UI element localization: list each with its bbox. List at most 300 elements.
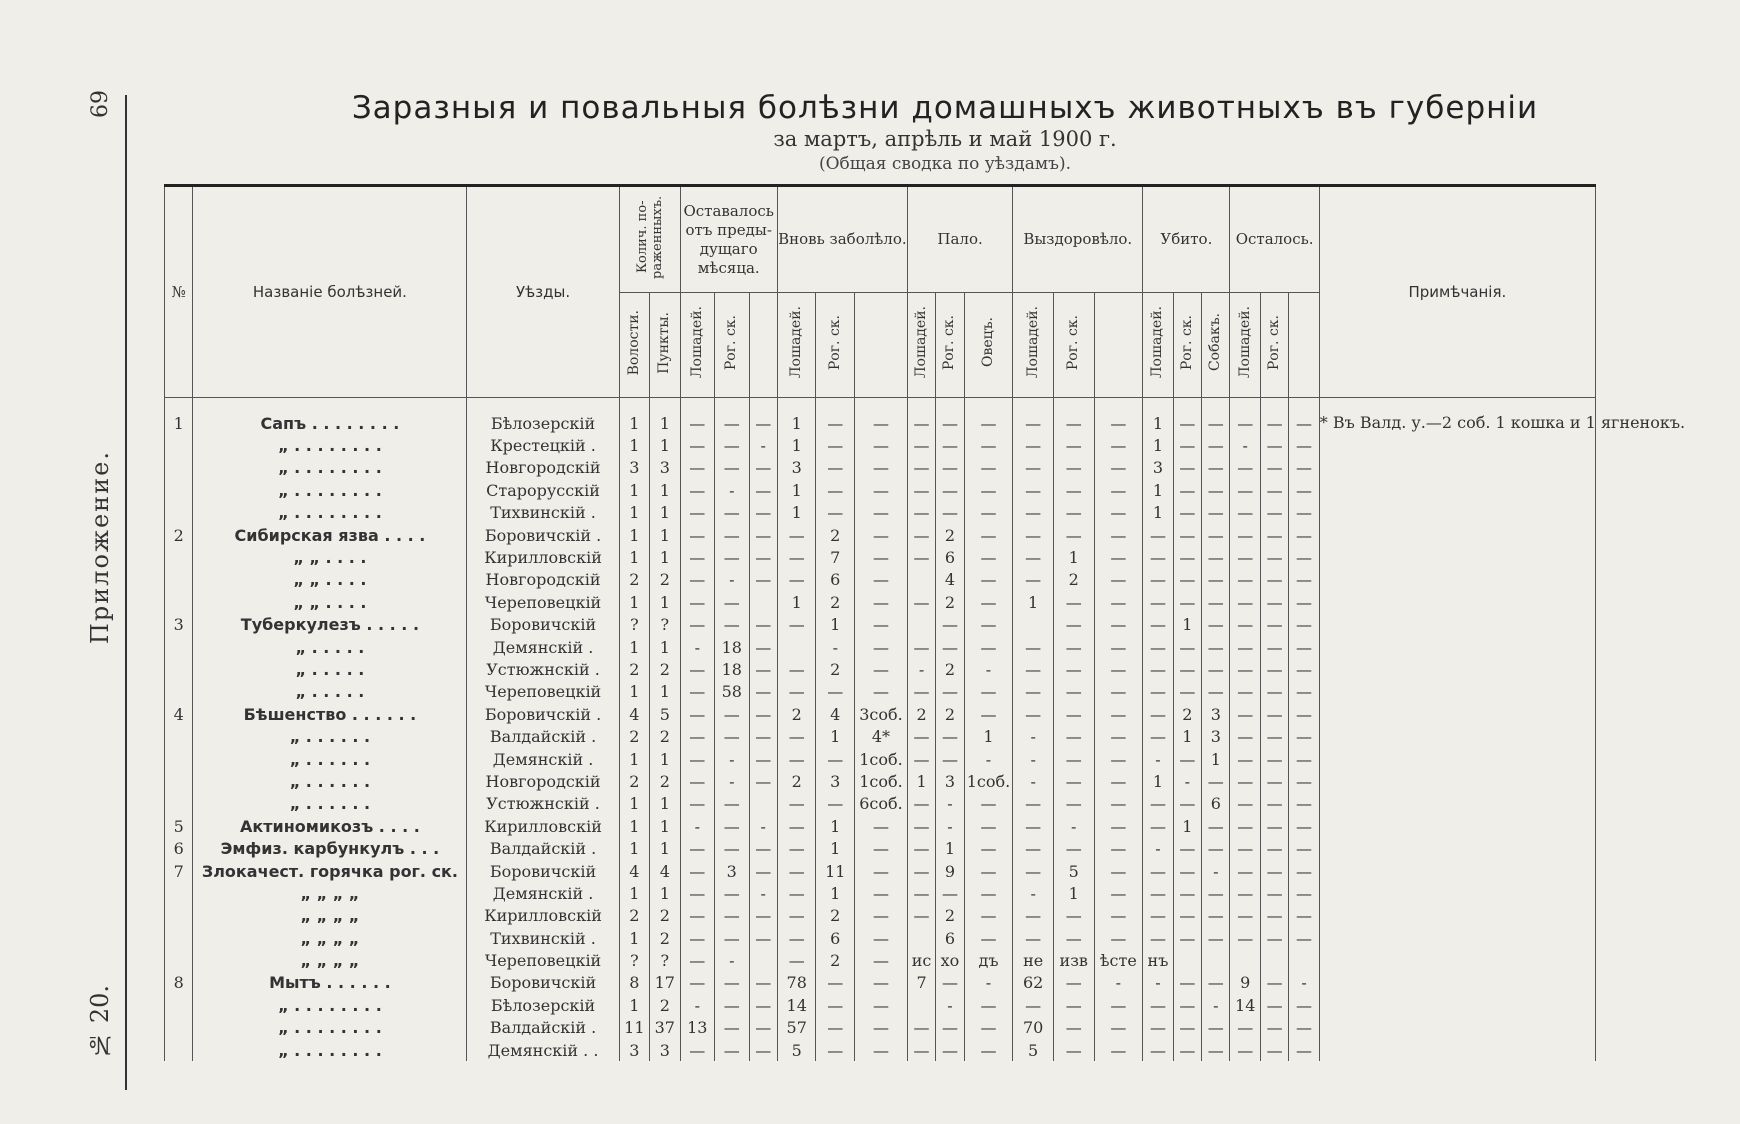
data-cell: — — [1143, 546, 1173, 568]
data-cell: — — [1094, 658, 1143, 680]
page-number: 69 — [88, 90, 113, 118]
data-cell: — — [1202, 1017, 1230, 1039]
data-cell: 1 — [907, 770, 935, 792]
data-cell: — — [1053, 994, 1094, 1016]
data-cell: — — [749, 636, 777, 658]
row-number — [165, 748, 193, 770]
row-number — [165, 927, 193, 949]
data-cell: — — [777, 614, 816, 636]
uezd-name: Демянскій . — [467, 748, 619, 770]
data-cell: — — [1173, 681, 1201, 703]
data-cell: 1 — [1173, 815, 1201, 837]
data-cell: — — [1013, 994, 1054, 1016]
data-cell: 1 — [777, 479, 816, 501]
data-cell: 18 — [715, 658, 750, 680]
data-cell: — — [1289, 815, 1319, 837]
data-cell: хо — [936, 949, 964, 971]
data-cell — [907, 994, 935, 1016]
data-cell: — — [680, 905, 715, 927]
data-cell: — — [1230, 614, 1260, 636]
data-cell: — — [1094, 1039, 1143, 1061]
data-cell: — — [1143, 994, 1173, 1016]
row-number — [165, 725, 193, 747]
data-cell: - — [907, 658, 935, 680]
data-cell: — — [964, 905, 1013, 927]
data-cell: — — [1143, 815, 1173, 837]
data-cell: 3 — [1202, 725, 1230, 747]
data-cell: — — [1094, 725, 1143, 747]
data-cell: 2 — [936, 905, 964, 927]
data-cell: 2 — [650, 905, 680, 927]
data-cell: — — [816, 793, 855, 815]
data-cell: — — [1053, 927, 1094, 949]
data-cell: - — [816, 636, 855, 658]
data-cell — [777, 636, 816, 658]
data-cell: — — [907, 457, 935, 479]
data-cell: — — [1013, 479, 1054, 501]
data-cell: — — [1260, 614, 1288, 636]
uezd-name: Демянскій . — [467, 882, 619, 904]
data-cell: 11 — [816, 860, 855, 882]
data-cell: — — [1173, 457, 1201, 479]
data-cell: - — [715, 479, 750, 501]
data-cell: 1 — [1013, 591, 1054, 613]
row-number — [165, 1017, 193, 1039]
data-cell: — — [680, 703, 715, 725]
data-cell: — — [1173, 860, 1201, 882]
uezd-name: Новгородскій — [467, 569, 619, 591]
data-cell: — — [855, 860, 908, 882]
data-cell: 2 — [936, 658, 964, 680]
data-cell: — — [1173, 412, 1201, 434]
data-cell: — — [855, 658, 908, 680]
data-cell: — — [680, 479, 715, 501]
data-cell: — — [777, 837, 816, 859]
data-cell: — — [749, 770, 777, 792]
data-cell: — — [1013, 860, 1054, 882]
data-cell: - — [1143, 837, 1173, 859]
uezd-name: Череповецкій — [467, 591, 619, 613]
data-cell: 2 — [816, 905, 855, 927]
data-cell: — — [715, 703, 750, 725]
data-cell: — — [936, 614, 964, 636]
data-cell: — — [1230, 457, 1260, 479]
disease-name: „ . . . . . . . . — [193, 1017, 467, 1039]
data-cell: — — [1173, 1017, 1201, 1039]
data-cell: — — [1013, 636, 1054, 658]
uezd-name: Валдайскій . — [467, 837, 619, 859]
data-cell: - — [964, 748, 1013, 770]
data-cell: 2 — [650, 994, 680, 1016]
data-cell: — — [936, 725, 964, 747]
data-cell: — — [855, 681, 908, 703]
data-cell: — — [964, 636, 1013, 658]
data-cell: — — [855, 434, 908, 456]
header-no: № — [165, 186, 193, 398]
disease-name: „ . . . . . . — [193, 748, 467, 770]
data-cell: — — [1143, 524, 1173, 546]
data-cell: 1 — [619, 412, 649, 434]
data-cell: — — [1260, 502, 1288, 524]
data-cell: — — [1173, 793, 1201, 815]
data-cell: — — [1260, 815, 1288, 837]
data-cell: — — [907, 905, 935, 927]
data-cell — [1260, 949, 1288, 971]
data-cell: — — [1013, 703, 1054, 725]
margin-rule — [125, 95, 127, 1090]
data-cell: 2 — [650, 725, 680, 747]
uezd-name: Демянскій . . — [467, 1039, 619, 1061]
data-cell: — — [1289, 748, 1319, 770]
data-cell: — — [1260, 658, 1288, 680]
data-cell: 1 — [619, 479, 649, 501]
data-cell: — — [749, 994, 777, 1016]
data-cell — [1013, 614, 1054, 636]
data-cell: — — [1202, 591, 1230, 613]
data-cell: 2 — [936, 703, 964, 725]
spacer-cell — [1202, 398, 1230, 413]
data-cell: 1 — [650, 502, 680, 524]
data-cell: — — [1230, 479, 1260, 501]
data-cell: 1 — [650, 412, 680, 434]
uezd-name: Бѣлозерскій — [467, 994, 619, 1016]
data-cell: 1 — [777, 412, 816, 434]
data-cell: — — [1260, 860, 1288, 882]
note-footnote: * Въ Валд. у.—2 соб. 1 кошка и 1 ягненокъ. — [1319, 412, 1595, 1061]
uezd-name: Кирилловскій — [467, 905, 619, 927]
row-number: 1 — [165, 412, 193, 434]
data-cell: ? — [650, 949, 680, 971]
data-cell: — — [777, 860, 816, 882]
data-cell: — — [964, 546, 1013, 568]
data-cell: — — [855, 882, 908, 904]
data-cell: 1 — [650, 434, 680, 456]
data-cell: — — [1013, 927, 1054, 949]
data-cell: 3 — [650, 1039, 680, 1061]
data-cell: — — [680, 972, 715, 994]
data-cell: — — [1053, 1017, 1094, 1039]
data-cell: — — [907, 793, 935, 815]
data-cell: — — [1230, 793, 1260, 815]
disease-name: „ . . . . . . . . — [193, 479, 467, 501]
sub-palo-rog: Рог. ск. — [936, 293, 964, 398]
data-cell: — — [1173, 748, 1201, 770]
uezd-name: Тихвинскій . — [467, 927, 619, 949]
data-cell: — — [1013, 502, 1054, 524]
data-cell: — — [1289, 546, 1319, 568]
header-notes: Примѣчанія. — [1319, 186, 1595, 398]
data-cell: 1 — [1173, 725, 1201, 747]
data-cell: — — [936, 1039, 964, 1061]
disease-table — [164, 184, 1686, 1061]
row-number: 4 — [165, 703, 193, 725]
row-number: 7 — [165, 860, 193, 882]
data-cell: — — [1094, 927, 1143, 949]
data-cell: — — [1094, 703, 1143, 725]
data-cell: - — [1173, 770, 1201, 792]
data-cell: 78 — [777, 972, 816, 994]
data-cell: — — [1013, 815, 1054, 837]
data-cell: — — [715, 546, 750, 568]
data-cell: — — [749, 972, 777, 994]
data-cell: — — [680, 681, 715, 703]
data-cell: — — [1289, 412, 1319, 434]
data-cell: — — [1143, 681, 1173, 703]
data-cell: — — [680, 882, 715, 904]
data-cell: 1 — [650, 837, 680, 859]
data-cell: — — [1173, 569, 1201, 591]
data-cell: — — [855, 502, 908, 524]
data-cell: — — [1094, 994, 1143, 1016]
data-cell: 1 — [619, 681, 649, 703]
data-cell: — — [1143, 569, 1173, 591]
data-cell: 1 — [650, 479, 680, 501]
data-cell: — — [680, 524, 715, 546]
data-cell: — — [907, 591, 935, 613]
uezd-name: Новгородскій — [467, 457, 619, 479]
data-cell: - — [715, 748, 750, 770]
data-cell: — — [1053, 636, 1094, 658]
data-cell: — — [680, 614, 715, 636]
data-cell: — — [749, 1039, 777, 1061]
data-cell: — — [680, 860, 715, 882]
data-cell: — — [1289, 502, 1319, 524]
disease-name: Актиномикозъ . . . . — [193, 815, 467, 837]
data-cell: 1 — [816, 837, 855, 859]
data-cell: — — [964, 457, 1013, 479]
data-cell: — — [680, 1039, 715, 1061]
data-cell: ? — [650, 614, 680, 636]
data-cell: — — [855, 949, 908, 971]
data-cell: — — [777, 905, 816, 927]
data-cell: — — [1230, 546, 1260, 568]
data-cell: — — [1053, 658, 1094, 680]
data-cell: — — [1053, 434, 1094, 456]
data-cell: — — [1289, 882, 1319, 904]
issue-number: № 20. — [86, 985, 114, 1059]
data-cell: — — [749, 502, 777, 524]
data-cell: — — [777, 793, 816, 815]
data-cell: — — [816, 412, 855, 434]
data-cell: — — [749, 412, 777, 434]
data-cell: — — [816, 434, 855, 456]
data-cell: 2 — [816, 524, 855, 546]
data-cell: — — [816, 502, 855, 524]
disease-name: „ . . . . . . . . — [193, 502, 467, 524]
data-cell: — — [907, 546, 935, 568]
spacer-cell — [855, 398, 908, 413]
data-cell: 14 — [1230, 994, 1260, 1016]
data-cell: — — [1289, 658, 1319, 680]
data-cell: — — [1202, 882, 1230, 904]
data-cell: — — [907, 748, 935, 770]
data-cell — [907, 927, 935, 949]
data-cell: — — [1143, 882, 1173, 904]
data-cell: 17 — [650, 972, 680, 994]
data-cell: — — [749, 748, 777, 770]
uezd-name: Устюжнскій . — [467, 793, 619, 815]
data-cell: — — [1230, 725, 1260, 747]
data-cell: — — [936, 412, 964, 434]
data-cell: — — [749, 837, 777, 859]
data-cell — [1289, 949, 1319, 971]
row-number — [165, 681, 193, 703]
data-cell: — — [1173, 972, 1201, 994]
data-cell: — — [1173, 994, 1201, 1016]
data-cell: — — [1053, 591, 1094, 613]
appendix-label: Приложение. — [86, 450, 114, 645]
data-cell: 1 — [816, 725, 855, 747]
spacer-cell — [1053, 398, 1094, 413]
data-cell: 1 — [1143, 479, 1173, 501]
spacer-cell — [777, 398, 816, 413]
data-cell: — — [715, 837, 750, 859]
data-cell: — — [855, 636, 908, 658]
uezd-name: Кирилловскій — [467, 815, 619, 837]
data-cell: — — [907, 479, 935, 501]
data-cell: ? — [619, 949, 649, 971]
data-cell: — — [1230, 524, 1260, 546]
row-number — [165, 636, 193, 658]
data-cell: — — [1202, 815, 1230, 837]
sub-vyzd-rog: Рог. ск. — [1053, 293, 1094, 398]
data-cell: — — [1013, 905, 1054, 927]
data-cell: — — [680, 412, 715, 434]
data-cell: — — [1094, 591, 1143, 613]
data-cell: — — [1202, 457, 1230, 479]
uezd-name: Валдайскій . — [467, 725, 619, 747]
row-number — [165, 546, 193, 568]
data-cell: — — [1230, 681, 1260, 703]
data-cell: - — [1143, 748, 1173, 770]
data-cell: — — [1289, 636, 1319, 658]
row-number — [165, 994, 193, 1016]
data-cell: — — [855, 972, 908, 994]
data-cell: — — [1289, 479, 1319, 501]
data-cell: 4 — [816, 703, 855, 725]
spacer-cell — [680, 398, 715, 413]
data-cell: — — [816, 994, 855, 1016]
data-cell: — — [964, 1039, 1013, 1061]
data-cell: — — [1260, 905, 1288, 927]
data-cell: — — [749, 457, 777, 479]
data-cell: 3 — [619, 1039, 649, 1061]
uezd-name: Череповецкій — [467, 681, 619, 703]
data-cell: 57 — [777, 1017, 816, 1039]
data-cell: 8 — [619, 972, 649, 994]
data-cell: 5 — [1013, 1039, 1054, 1061]
data-cell: — — [1094, 457, 1143, 479]
header-kolich: Колич. по-раженныхъ. — [619, 186, 680, 293]
data-cell: — — [680, 457, 715, 479]
data-cell: 2 — [777, 703, 816, 725]
data-cell: — — [1260, 636, 1288, 658]
disease-name: „ . . . . . . — [193, 770, 467, 792]
header-ostavalos: Оставалось отъ преды-дущаго мѣсяца. — [680, 186, 777, 293]
data-cell — [907, 569, 935, 591]
data-cell: — — [1230, 591, 1260, 613]
data-cell: — — [1260, 546, 1288, 568]
data-cell: — — [1094, 748, 1143, 770]
data-cell: — — [1260, 793, 1288, 815]
data-cell: — — [1094, 905, 1143, 927]
data-cell: — — [680, 591, 715, 613]
data-cell: — — [1053, 725, 1094, 747]
data-cell: 7 — [907, 972, 935, 994]
data-cell: — — [1094, 860, 1143, 882]
data-cell: — — [964, 524, 1013, 546]
data-cell: — — [1202, 636, 1230, 658]
data-cell: изв — [1053, 949, 1094, 971]
data-cell: — — [855, 614, 908, 636]
disease-name: „ . . . . . — [193, 658, 467, 680]
data-cell: — — [715, 882, 750, 904]
sub-ostalos-extra — [1289, 293, 1319, 398]
data-cell: 11 — [619, 1017, 649, 1039]
data-cell: — — [1094, 479, 1143, 501]
sub-ost-extra — [749, 293, 777, 398]
sub-punkty: Пункты. — [650, 293, 680, 398]
data-cell: 1соб. — [855, 770, 908, 792]
data-cell: 3 — [816, 770, 855, 792]
data-cell: - — [749, 434, 777, 456]
data-cell: — — [749, 905, 777, 927]
data-cell: ѣсте — [1094, 949, 1143, 971]
data-cell: — — [749, 479, 777, 501]
spacer-cell — [467, 398, 619, 413]
data-cell: — — [715, 1017, 750, 1039]
data-cell: — — [907, 1017, 935, 1039]
uezd-name: Бѣлозерскій — [467, 412, 619, 434]
data-cell: — — [1202, 502, 1230, 524]
spacer-cell — [1289, 398, 1319, 413]
data-cell: — — [777, 927, 816, 949]
data-cell: — — [816, 681, 855, 703]
data-cell: 1 — [964, 725, 1013, 747]
data-cell: — — [1053, 793, 1094, 815]
data-cell: 9 — [936, 860, 964, 882]
data-cell: — — [1260, 770, 1288, 792]
header-disease: Названіе болѣзней. — [193, 186, 467, 398]
data-cell: — — [1289, 860, 1319, 882]
data-cell: — — [1289, 524, 1319, 546]
data-cell: — — [907, 524, 935, 546]
disease-name: Бѣшенство . . . . . . — [193, 703, 467, 725]
data-cell: — — [964, 927, 1013, 949]
data-cell: — — [680, 927, 715, 949]
data-cell: 2 — [907, 703, 935, 725]
data-cell: — — [1013, 434, 1054, 456]
row-number — [165, 905, 193, 927]
data-cell: — — [907, 882, 935, 904]
spacer-cell — [1094, 398, 1143, 413]
data-cell: — — [1230, 1017, 1260, 1039]
data-cell: 1 — [619, 591, 649, 613]
data-cell: — — [1230, 927, 1260, 949]
data-cell: — — [1202, 770, 1230, 792]
data-cell: — — [1173, 658, 1201, 680]
table-body — [165, 398, 1686, 1062]
data-cell: — — [715, 412, 750, 434]
sub-vyzd-loshadey: Лошадей. — [1013, 293, 1054, 398]
data-cell: — — [855, 1017, 908, 1039]
data-cell: 5 — [777, 1039, 816, 1061]
row-number: 6 — [165, 837, 193, 859]
spacer-cell — [907, 398, 935, 413]
data-cell: — — [1289, 725, 1319, 747]
data-cell: — — [936, 457, 964, 479]
data-cell: — — [680, 434, 715, 456]
